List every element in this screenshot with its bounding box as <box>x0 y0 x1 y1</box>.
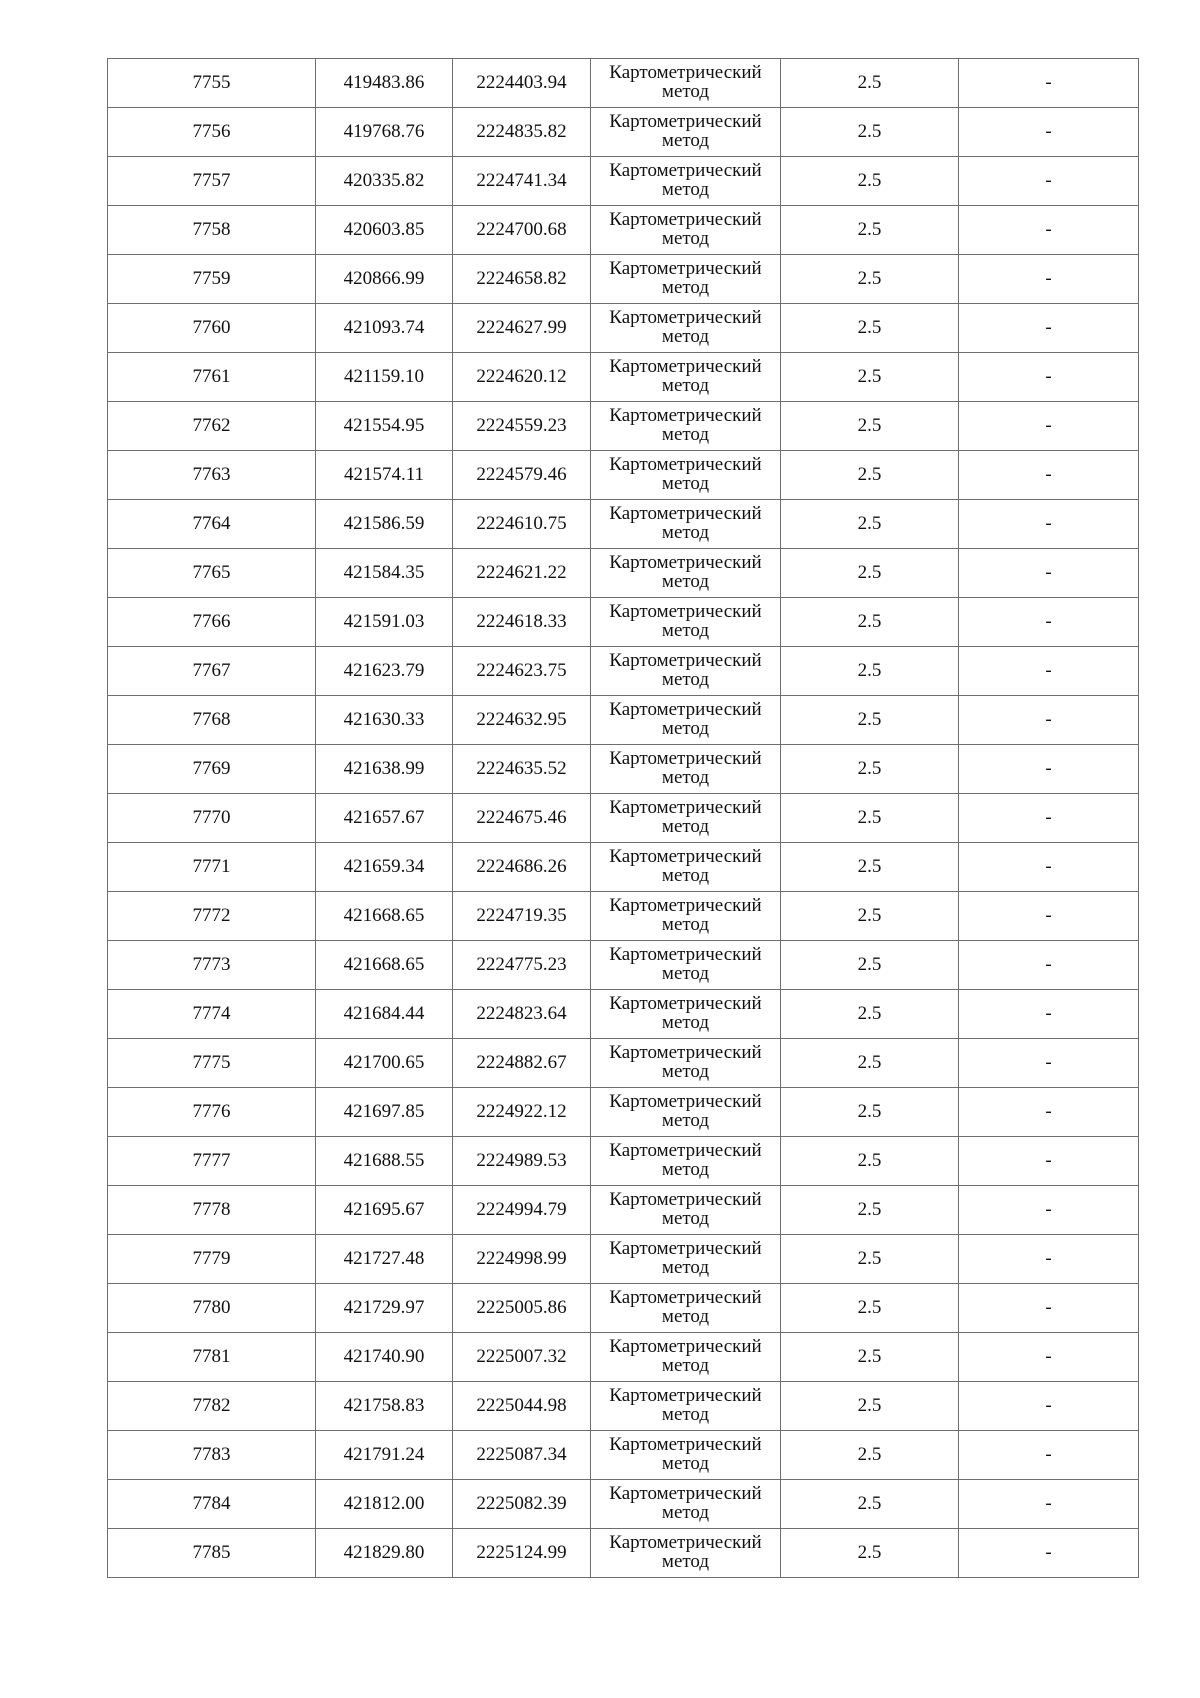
x-coordinate-cell: 421623.79 <box>316 647 453 696</box>
x-coordinate-cell: 421554.95 <box>316 402 453 451</box>
method-cell <box>591 1186 781 1235</box>
note-cell: - <box>959 402 1139 451</box>
point-number-cell: 7757 <box>108 157 316 206</box>
accuracy-cell: 2.5 <box>781 598 959 647</box>
y-coordinate-cell: 2224922.12 <box>453 1088 591 1137</box>
coordinates-table <box>107 58 1139 1578</box>
x-coordinate-cell: 419768.76 <box>316 108 453 157</box>
point-number-cell: 7779 <box>108 1235 316 1284</box>
x-coordinate-cell: 421729.97 <box>316 1284 453 1333</box>
note-cell: - <box>959 794 1139 843</box>
x-coordinate-cell: 421630.33 <box>316 696 453 745</box>
x-coordinate-cell: 421659.34 <box>316 843 453 892</box>
point-number-cell: 7756 <box>108 108 316 157</box>
method-text: Картометрический <box>609 62 762 84</box>
note-cell: - <box>959 1235 1139 1284</box>
note-cell: - <box>959 1186 1139 1235</box>
point-number-cell: 7773 <box>108 941 316 990</box>
table-row <box>108 1382 1139 1431</box>
accuracy-cell: 2.5 <box>781 206 959 255</box>
note-cell: - <box>959 696 1139 745</box>
method-text: метод <box>661 473 710 494</box>
x-coordinate-cell: 421758.83 <box>316 1382 453 1431</box>
method-text: Картометрический <box>609 944 762 966</box>
point-number-cell: 7781 <box>108 1333 316 1382</box>
method-cell <box>591 59 781 108</box>
note-cell: - <box>959 1333 1139 1382</box>
accuracy-cell: 2.5 <box>781 500 959 549</box>
method-text: метод <box>661 424 710 445</box>
note-cell: - <box>959 647 1139 696</box>
accuracy-cell: 2.5 <box>781 696 959 745</box>
method-text: метод <box>661 1061 710 1082</box>
method-text: метод <box>661 963 710 984</box>
method-text: метод <box>661 1110 710 1131</box>
point-number-cell: 7762 <box>108 402 316 451</box>
point-number-cell: 7778 <box>108 1186 316 1235</box>
method-cell <box>591 843 781 892</box>
y-coordinate-cell: 2224620.12 <box>453 353 591 402</box>
y-coordinate-cell: 2224632.95 <box>453 696 591 745</box>
x-coordinate-cell: 421093.74 <box>316 304 453 353</box>
y-coordinate-cell: 2225007.32 <box>453 1333 591 1382</box>
accuracy-cell: 2.5 <box>781 1039 959 1088</box>
point-number-cell: 7772 <box>108 892 316 941</box>
method-cell <box>591 990 781 1039</box>
table-row <box>108 1235 1139 1284</box>
table-row <box>108 1431 1139 1480</box>
table-row <box>108 451 1139 500</box>
table-row <box>108 255 1139 304</box>
method-text: Картометрический <box>609 209 762 231</box>
accuracy-cell: 2.5 <box>781 647 959 696</box>
method-text: Картометрический <box>609 650 762 672</box>
method-text: метод <box>661 1012 710 1033</box>
method-text: метод <box>661 1159 710 1180</box>
note-cell: - <box>959 1480 1139 1529</box>
accuracy-cell: 2.5 <box>781 1284 959 1333</box>
point-number-cell: 7765 <box>108 549 316 598</box>
accuracy-cell: 2.5 <box>781 794 959 843</box>
method-cell <box>591 255 781 304</box>
method-text: Картометрический <box>609 1434 762 1456</box>
method-cell <box>591 1088 781 1137</box>
point-number-cell: 7771 <box>108 843 316 892</box>
y-coordinate-cell: 2225005.86 <box>453 1284 591 1333</box>
y-coordinate-cell: 2224994.79 <box>453 1186 591 1235</box>
accuracy-cell: 2.5 <box>781 304 959 353</box>
note-cell: - <box>959 1431 1139 1480</box>
note-cell: - <box>959 1284 1139 1333</box>
method-text: Картометрический <box>609 1189 762 1211</box>
x-coordinate-cell: 421727.48 <box>316 1235 453 1284</box>
accuracy-cell: 2.5 <box>781 1333 959 1382</box>
accuracy-cell: 2.5 <box>781 745 959 794</box>
accuracy-cell: 2.5 <box>781 353 959 402</box>
x-coordinate-cell: 421584.35 <box>316 549 453 598</box>
table-row <box>108 745 1139 794</box>
table-row <box>108 402 1139 451</box>
method-cell <box>591 794 781 843</box>
table-row <box>108 59 1139 108</box>
table-row <box>108 843 1139 892</box>
x-coordinate-cell: 421688.55 <box>316 1137 453 1186</box>
method-cell <box>591 941 781 990</box>
point-number-cell: 7783 <box>108 1431 316 1480</box>
method-cell <box>591 745 781 794</box>
method-text: метод <box>661 326 710 347</box>
x-coordinate-cell: 421697.85 <box>316 1088 453 1137</box>
point-number-cell: 7774 <box>108 990 316 1039</box>
method-text: метод <box>661 669 710 690</box>
note-cell: - <box>959 500 1139 549</box>
y-coordinate-cell: 2225082.39 <box>453 1480 591 1529</box>
point-number-cell: 7758 <box>108 206 316 255</box>
note-cell: - <box>959 1137 1139 1186</box>
accuracy-cell: 2.5 <box>781 1088 959 1137</box>
method-cell <box>591 1137 781 1186</box>
method-cell <box>591 108 781 157</box>
table-row <box>108 696 1139 745</box>
y-coordinate-cell: 2224559.23 <box>453 402 591 451</box>
method-text: Картометрический <box>609 111 762 133</box>
accuracy-cell: 2.5 <box>781 157 959 206</box>
point-number-cell: 7761 <box>108 353 316 402</box>
method-text: метод <box>661 130 710 151</box>
point-number-cell: 7782 <box>108 1382 316 1431</box>
method-cell <box>591 598 781 647</box>
x-coordinate-cell: 421638.99 <box>316 745 453 794</box>
method-text: метод <box>661 277 710 298</box>
accuracy-cell: 2.5 <box>781 1480 959 1529</box>
note-cell: - <box>959 1382 1139 1431</box>
table-row <box>108 1333 1139 1382</box>
x-coordinate-cell: 421740.90 <box>316 1333 453 1382</box>
method-cell <box>591 1529 781 1578</box>
y-coordinate-cell: 2224700.68 <box>453 206 591 255</box>
x-coordinate-cell: 421812.00 <box>316 1480 453 1529</box>
y-coordinate-cell: 2225124.99 <box>453 1529 591 1578</box>
note-cell: - <box>959 892 1139 941</box>
note-cell: - <box>959 59 1139 108</box>
y-coordinate-cell: 2224741.34 <box>453 157 591 206</box>
x-coordinate-cell: 421668.65 <box>316 941 453 990</box>
table-row <box>108 598 1139 647</box>
method-text: метод <box>661 1355 710 1376</box>
table-row <box>108 1137 1139 1186</box>
method-text: Картометрический <box>609 454 762 476</box>
y-coordinate-cell: 2224403.94 <box>453 59 591 108</box>
table-row <box>108 1480 1139 1529</box>
method-cell <box>591 500 781 549</box>
table-row <box>108 206 1139 255</box>
point-number-cell: 7768 <box>108 696 316 745</box>
method-cell <box>591 1235 781 1284</box>
table-row <box>108 892 1139 941</box>
method-text: Картометрический <box>609 405 762 427</box>
note-cell: - <box>959 990 1139 1039</box>
note-cell: - <box>959 255 1139 304</box>
x-coordinate-cell: 419483.86 <box>316 59 453 108</box>
method-text: метод <box>661 1502 710 1523</box>
table-row <box>108 794 1139 843</box>
x-coordinate-cell: 421791.24 <box>316 1431 453 1480</box>
method-text: метод <box>661 816 710 837</box>
accuracy-cell: 2.5 <box>781 892 959 941</box>
note-cell: - <box>959 108 1139 157</box>
y-coordinate-cell: 2224989.53 <box>453 1137 591 1186</box>
method-text: Картометрический <box>609 993 762 1015</box>
method-cell <box>591 1431 781 1480</box>
method-text: Картометрический <box>609 895 762 917</box>
table-row <box>108 941 1139 990</box>
method-text: Картометрический <box>609 552 762 574</box>
method-text: Картометрический <box>609 699 762 721</box>
x-coordinate-cell: 421591.03 <box>316 598 453 647</box>
x-coordinate-cell: 420866.99 <box>316 255 453 304</box>
method-text: Картометрический <box>609 503 762 525</box>
method-text: Картометрический <box>609 258 762 280</box>
y-coordinate-cell: 2224658.82 <box>453 255 591 304</box>
point-number-cell: 7785 <box>108 1529 316 1578</box>
accuracy-cell: 2.5 <box>781 549 959 598</box>
method-cell <box>591 304 781 353</box>
method-text: метод <box>661 571 710 592</box>
y-coordinate-cell: 2224621.22 <box>453 549 591 598</box>
method-text: Картометрический <box>609 1385 762 1407</box>
method-text: метод <box>661 914 710 935</box>
point-number-cell: 7759 <box>108 255 316 304</box>
method-cell <box>591 402 781 451</box>
method-text: метод <box>661 1306 710 1327</box>
method-cell <box>591 892 781 941</box>
method-cell <box>591 353 781 402</box>
x-coordinate-cell: 421695.67 <box>316 1186 453 1235</box>
y-coordinate-cell: 2224882.67 <box>453 1039 591 1088</box>
method-text: Картометрический <box>609 846 762 868</box>
point-number-cell: 7767 <box>108 647 316 696</box>
table-row <box>108 1284 1139 1333</box>
method-text: метод <box>661 865 710 886</box>
table-row <box>108 1088 1139 1137</box>
note-cell: - <box>959 206 1139 255</box>
method-cell <box>591 206 781 255</box>
point-number-cell: 7784 <box>108 1480 316 1529</box>
point-number-cell: 7755 <box>108 59 316 108</box>
x-coordinate-cell: 421159.10 <box>316 353 453 402</box>
accuracy-cell: 2.5 <box>781 255 959 304</box>
y-coordinate-cell: 2224579.46 <box>453 451 591 500</box>
accuracy-cell: 2.5 <box>781 1186 959 1235</box>
method-text: метод <box>661 620 710 641</box>
accuracy-cell: 2.5 <box>781 402 959 451</box>
method-cell <box>591 1039 781 1088</box>
x-coordinate-cell: 420335.82 <box>316 157 453 206</box>
method-text: метод <box>661 1551 710 1572</box>
method-text: Картометрический <box>609 356 762 378</box>
note-cell: - <box>959 157 1139 206</box>
note-cell: - <box>959 598 1139 647</box>
y-coordinate-cell: 2224618.33 <box>453 598 591 647</box>
accuracy-cell: 2.5 <box>781 990 959 1039</box>
y-coordinate-cell: 2224675.46 <box>453 794 591 843</box>
method-text: метод <box>661 767 710 788</box>
method-text: метод <box>661 1208 710 1229</box>
y-coordinate-cell: 2224635.52 <box>453 745 591 794</box>
method-text: метод <box>661 375 710 396</box>
point-number-cell: 7769 <box>108 745 316 794</box>
method-text: метод <box>661 522 710 543</box>
y-coordinate-cell: 2225087.34 <box>453 1431 591 1480</box>
accuracy-cell: 2.5 <box>781 843 959 892</box>
table-row <box>108 157 1139 206</box>
x-coordinate-cell: 420603.85 <box>316 206 453 255</box>
point-number-cell: 7760 <box>108 304 316 353</box>
method-text: Картометрический <box>609 1238 762 1260</box>
method-text: метод <box>661 1257 710 1278</box>
note-cell: - <box>959 1529 1139 1578</box>
accuracy-cell: 2.5 <box>781 108 959 157</box>
method-text: метод <box>661 228 710 249</box>
method-text: Картометрический <box>609 601 762 623</box>
point-number-cell: 7776 <box>108 1088 316 1137</box>
x-coordinate-cell: 421829.80 <box>316 1529 453 1578</box>
point-number-cell: 7777 <box>108 1137 316 1186</box>
method-text: Картометрический <box>609 797 762 819</box>
point-number-cell: 7780 <box>108 1284 316 1333</box>
method-text: Картометрический <box>609 1042 762 1064</box>
accuracy-cell: 2.5 <box>781 1382 959 1431</box>
coordinates-table-body <box>108 59 1139 1578</box>
x-coordinate-cell: 421684.44 <box>316 990 453 1039</box>
method-cell <box>591 451 781 500</box>
note-cell: - <box>959 745 1139 794</box>
accuracy-cell: 2.5 <box>781 1235 959 1284</box>
note-cell: - <box>959 353 1139 402</box>
x-coordinate-cell: 421700.65 <box>316 1039 453 1088</box>
table-row <box>108 353 1139 402</box>
note-cell: - <box>959 1088 1139 1137</box>
method-cell <box>591 1333 781 1382</box>
note-cell: - <box>959 549 1139 598</box>
accuracy-cell: 2.5 <box>781 1431 959 1480</box>
table-row <box>108 1039 1139 1088</box>
table-row <box>108 1529 1139 1578</box>
table-row <box>108 1186 1139 1235</box>
point-number-cell: 7763 <box>108 451 316 500</box>
method-cell <box>591 549 781 598</box>
point-number-cell: 7766 <box>108 598 316 647</box>
accuracy-cell: 2.5 <box>781 451 959 500</box>
method-cell <box>591 1382 781 1431</box>
y-coordinate-cell: 2224610.75 <box>453 500 591 549</box>
note-cell: - <box>959 843 1139 892</box>
method-text: Картометрический <box>609 1287 762 1309</box>
table-row <box>108 304 1139 353</box>
method-cell <box>591 647 781 696</box>
method-text: метод <box>661 718 710 739</box>
y-coordinate-cell: 2224835.82 <box>453 108 591 157</box>
y-coordinate-cell: 2225044.98 <box>453 1382 591 1431</box>
accuracy-cell: 2.5 <box>781 1137 959 1186</box>
method-text: Картометрический <box>609 1140 762 1162</box>
y-coordinate-cell: 2224627.99 <box>453 304 591 353</box>
method-text: Картометрический <box>609 1532 762 1554</box>
accuracy-cell: 2.5 <box>781 941 959 990</box>
table-row <box>108 990 1139 1039</box>
note-cell: - <box>959 451 1139 500</box>
note-cell: - <box>959 941 1139 990</box>
method-text: Картометрический <box>609 1336 762 1358</box>
method-cell <box>591 696 781 745</box>
method-text: метод <box>661 81 710 102</box>
x-coordinate-cell: 421574.11 <box>316 451 453 500</box>
y-coordinate-cell: 2224775.23 <box>453 941 591 990</box>
accuracy-cell: 2.5 <box>781 59 959 108</box>
method-text: Картометрический <box>609 748 762 770</box>
table-row <box>108 108 1139 157</box>
method-text: метод <box>661 1453 710 1474</box>
y-coordinate-cell: 2224998.99 <box>453 1235 591 1284</box>
x-coordinate-cell: 421668.65 <box>316 892 453 941</box>
method-text: Картометрический <box>609 1091 762 1113</box>
method-cell <box>591 157 781 206</box>
x-coordinate-cell: 421657.67 <box>316 794 453 843</box>
method-text: Картометрический <box>609 1483 762 1505</box>
accuracy-cell: 2.5 <box>781 1529 959 1578</box>
note-cell: - <box>959 304 1139 353</box>
note-cell: - <box>959 1039 1139 1088</box>
method-cell <box>591 1284 781 1333</box>
table-row <box>108 549 1139 598</box>
method-text: метод <box>661 179 710 200</box>
point-number-cell: 7770 <box>108 794 316 843</box>
table-row <box>108 500 1139 549</box>
y-coordinate-cell: 2224823.64 <box>453 990 591 1039</box>
method-text: Картометрический <box>609 160 762 182</box>
table-row <box>108 647 1139 696</box>
method-cell <box>591 1480 781 1529</box>
y-coordinate-cell: 2224719.35 <box>453 892 591 941</box>
point-number-cell: 7764 <box>108 500 316 549</box>
y-coordinate-cell: 2224623.75 <box>453 647 591 696</box>
point-number-cell: 7775 <box>108 1039 316 1088</box>
method-text: метод <box>661 1404 710 1425</box>
y-coordinate-cell: 2224686.26 <box>453 843 591 892</box>
method-text: Картометрический <box>609 307 762 329</box>
x-coordinate-cell: 421586.59 <box>316 500 453 549</box>
